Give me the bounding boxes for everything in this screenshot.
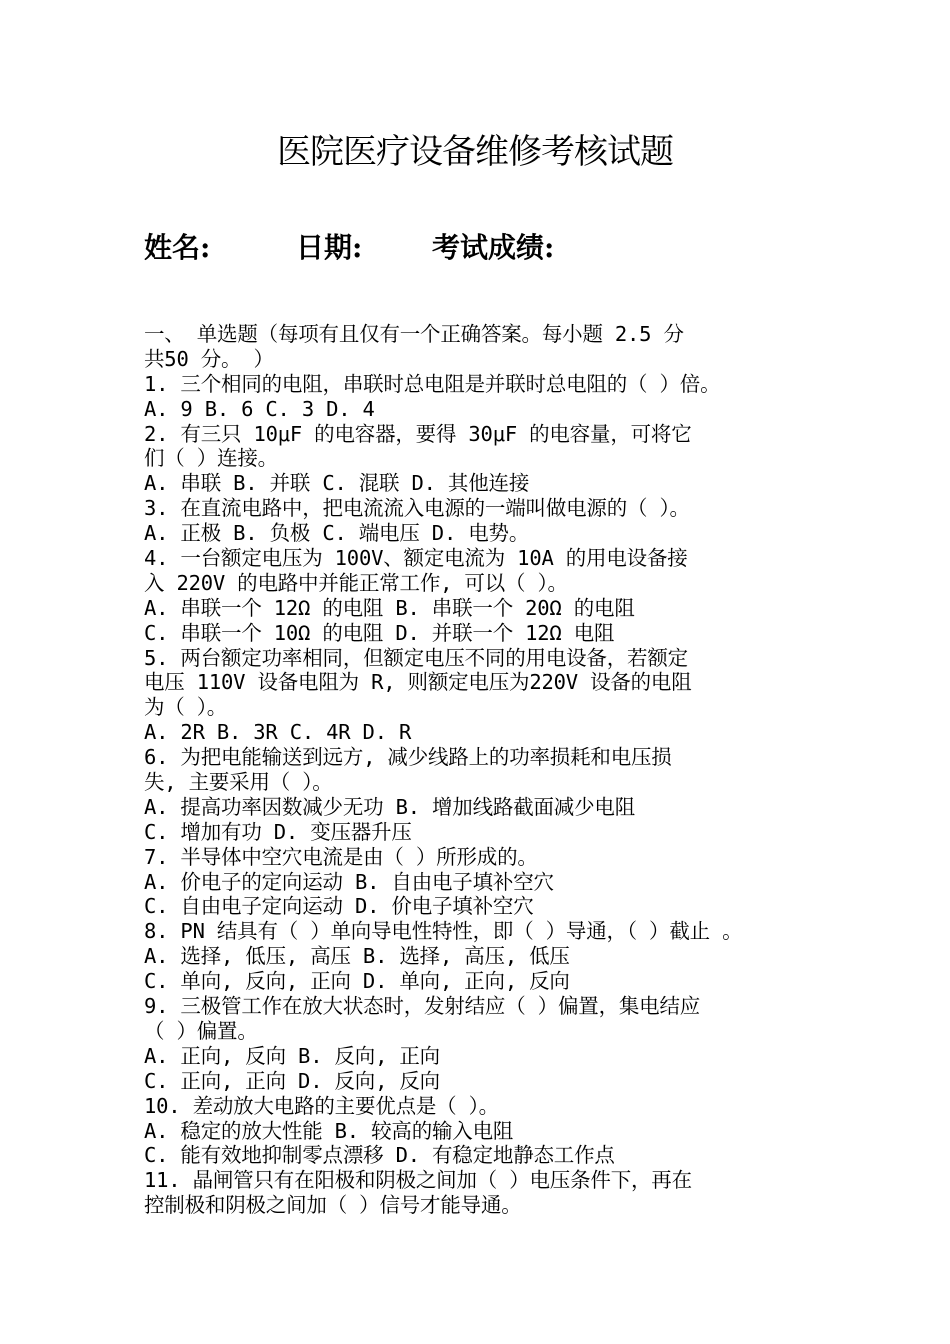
text-line: A. 价电子的定向运动 B. 自由电子填补空穴 — [144, 869, 554, 894]
text-line: 为（ ）。 — [144, 695, 228, 720]
text-line: 5. 两台额定功率相同，但额定电压不同的用电设备，若额定 — [144, 645, 688, 670]
text-line: 8. PN 结具有（ ）单向导电性特性，即（ ）导通，（ ）截止 。 — [144, 919, 743, 944]
text-line: C. 正向, 正向 D. 反向, 反向 — [144, 1068, 440, 1093]
text-line: C. 串联一个 10Ω 的电阻 D. 并联一个 12Ω 电阻 — [144, 620, 615, 645]
text-line: C. 能有效地抑制零点漂移 D. 有稳定地静态工作点 — [144, 1143, 615, 1168]
text-line: 1. 三个相同的电阻，串联时总电阻是并联时总电阻的（ ）倍。 — [144, 371, 721, 396]
text-line: C. 增加有功 D. 变压器升压 — [144, 819, 412, 844]
date-field-label: 日期: — [296, 231, 363, 264]
text-line: 共50 分。 ） — [144, 346, 274, 371]
text-line: A. 串联一个 12Ω 的电阻 B. 串联一个 20Ω 的电阻 — [144, 595, 635, 620]
text-line: 控制极和阴极之间加（ ）信号才能导通。 — [144, 1193, 522, 1218]
text-line: C. 自由电子定向运动 D. 价电子填补空穴 — [144, 894, 534, 919]
text-line: 们（ ）连接。 — [144, 446, 278, 471]
text-line: 4. 一台额定电压为 100V、额定电流为 10A 的用电设备接 — [144, 546, 688, 571]
text-line: 入 220V 的电路中并能正常工作, 可以（ ）。 — [144, 570, 568, 595]
text-line: A. 正向, 反向 B. 反向, 正向 — [144, 1043, 440, 1068]
text-line: （ ）偏置。 — [144, 1018, 258, 1043]
text-line: 11. 晶闸管只有在阳极和阴极之间加（ ）电压条件下，再在 — [144, 1168, 692, 1193]
text-line: C. 单向, 反向, 正向 D. 单向, 正向, 反向 — [144, 969, 570, 994]
text-line: A. 9 B. 6 C. 3 D. 4 — [144, 396, 375, 421]
text-line: 3. 在直流电路中，把电流流入电源的一端叫做电源的（ ）。 — [144, 496, 690, 521]
score-field-label: 考试成绩: — [432, 231, 555, 264]
text-line: 7. 半导体中空穴电流是由（ ）所形成的。 — [144, 844, 538, 869]
text-line: A. 提高功率因数减少无功 B. 增加线路截面减少电阻 — [144, 794, 635, 819]
document-title: 医院医疗设备维修考核试题 — [277, 132, 673, 172]
text-line: A. 选择, 低压, 高压 B. 选择, 高压, 低压 — [144, 944, 570, 969]
text-line: 9. 三极管工作在放大状态时，发射结应（ ）偏置，集电结应 — [144, 994, 701, 1019]
text-line: A. 2R B. 3R C. 4R D. R — [144, 720, 412, 745]
text-line: 6. 为把电能输送到远方, 减少线路上的功率损耗和电压损 — [144, 745, 672, 770]
text-line: 一、 单选题（每项有且仅有一个正确答案。每小题 2.5 分 — [144, 322, 684, 346]
name-field-label: 姓名: — [144, 231, 211, 264]
text-line: 电压 110V 设备电阻为 R, 则额定电压为220V 设备的电阻 — [144, 670, 692, 695]
text-line: 失, 主要采用（ ）。 — [144, 770, 333, 795]
text-line: 2. 有三只 10μF 的电容器，要得 30μF 的电容量，可将它 — [144, 421, 692, 446]
text-line: 10. 差动放大电路的主要优点是（ ）。 — [144, 1093, 499, 1118]
text-line: A. 稳定的放大性能 B. 较高的输入电阻 — [144, 1118, 514, 1143]
question-body — [144, 322, 784, 1218]
text-line: A. 正极 B. 负极 C. 端电压 D. 电势。 — [144, 521, 530, 546]
text-line: A. 串联 B. 并联 C. 混联 D. 其他连接 — [144, 471, 530, 496]
